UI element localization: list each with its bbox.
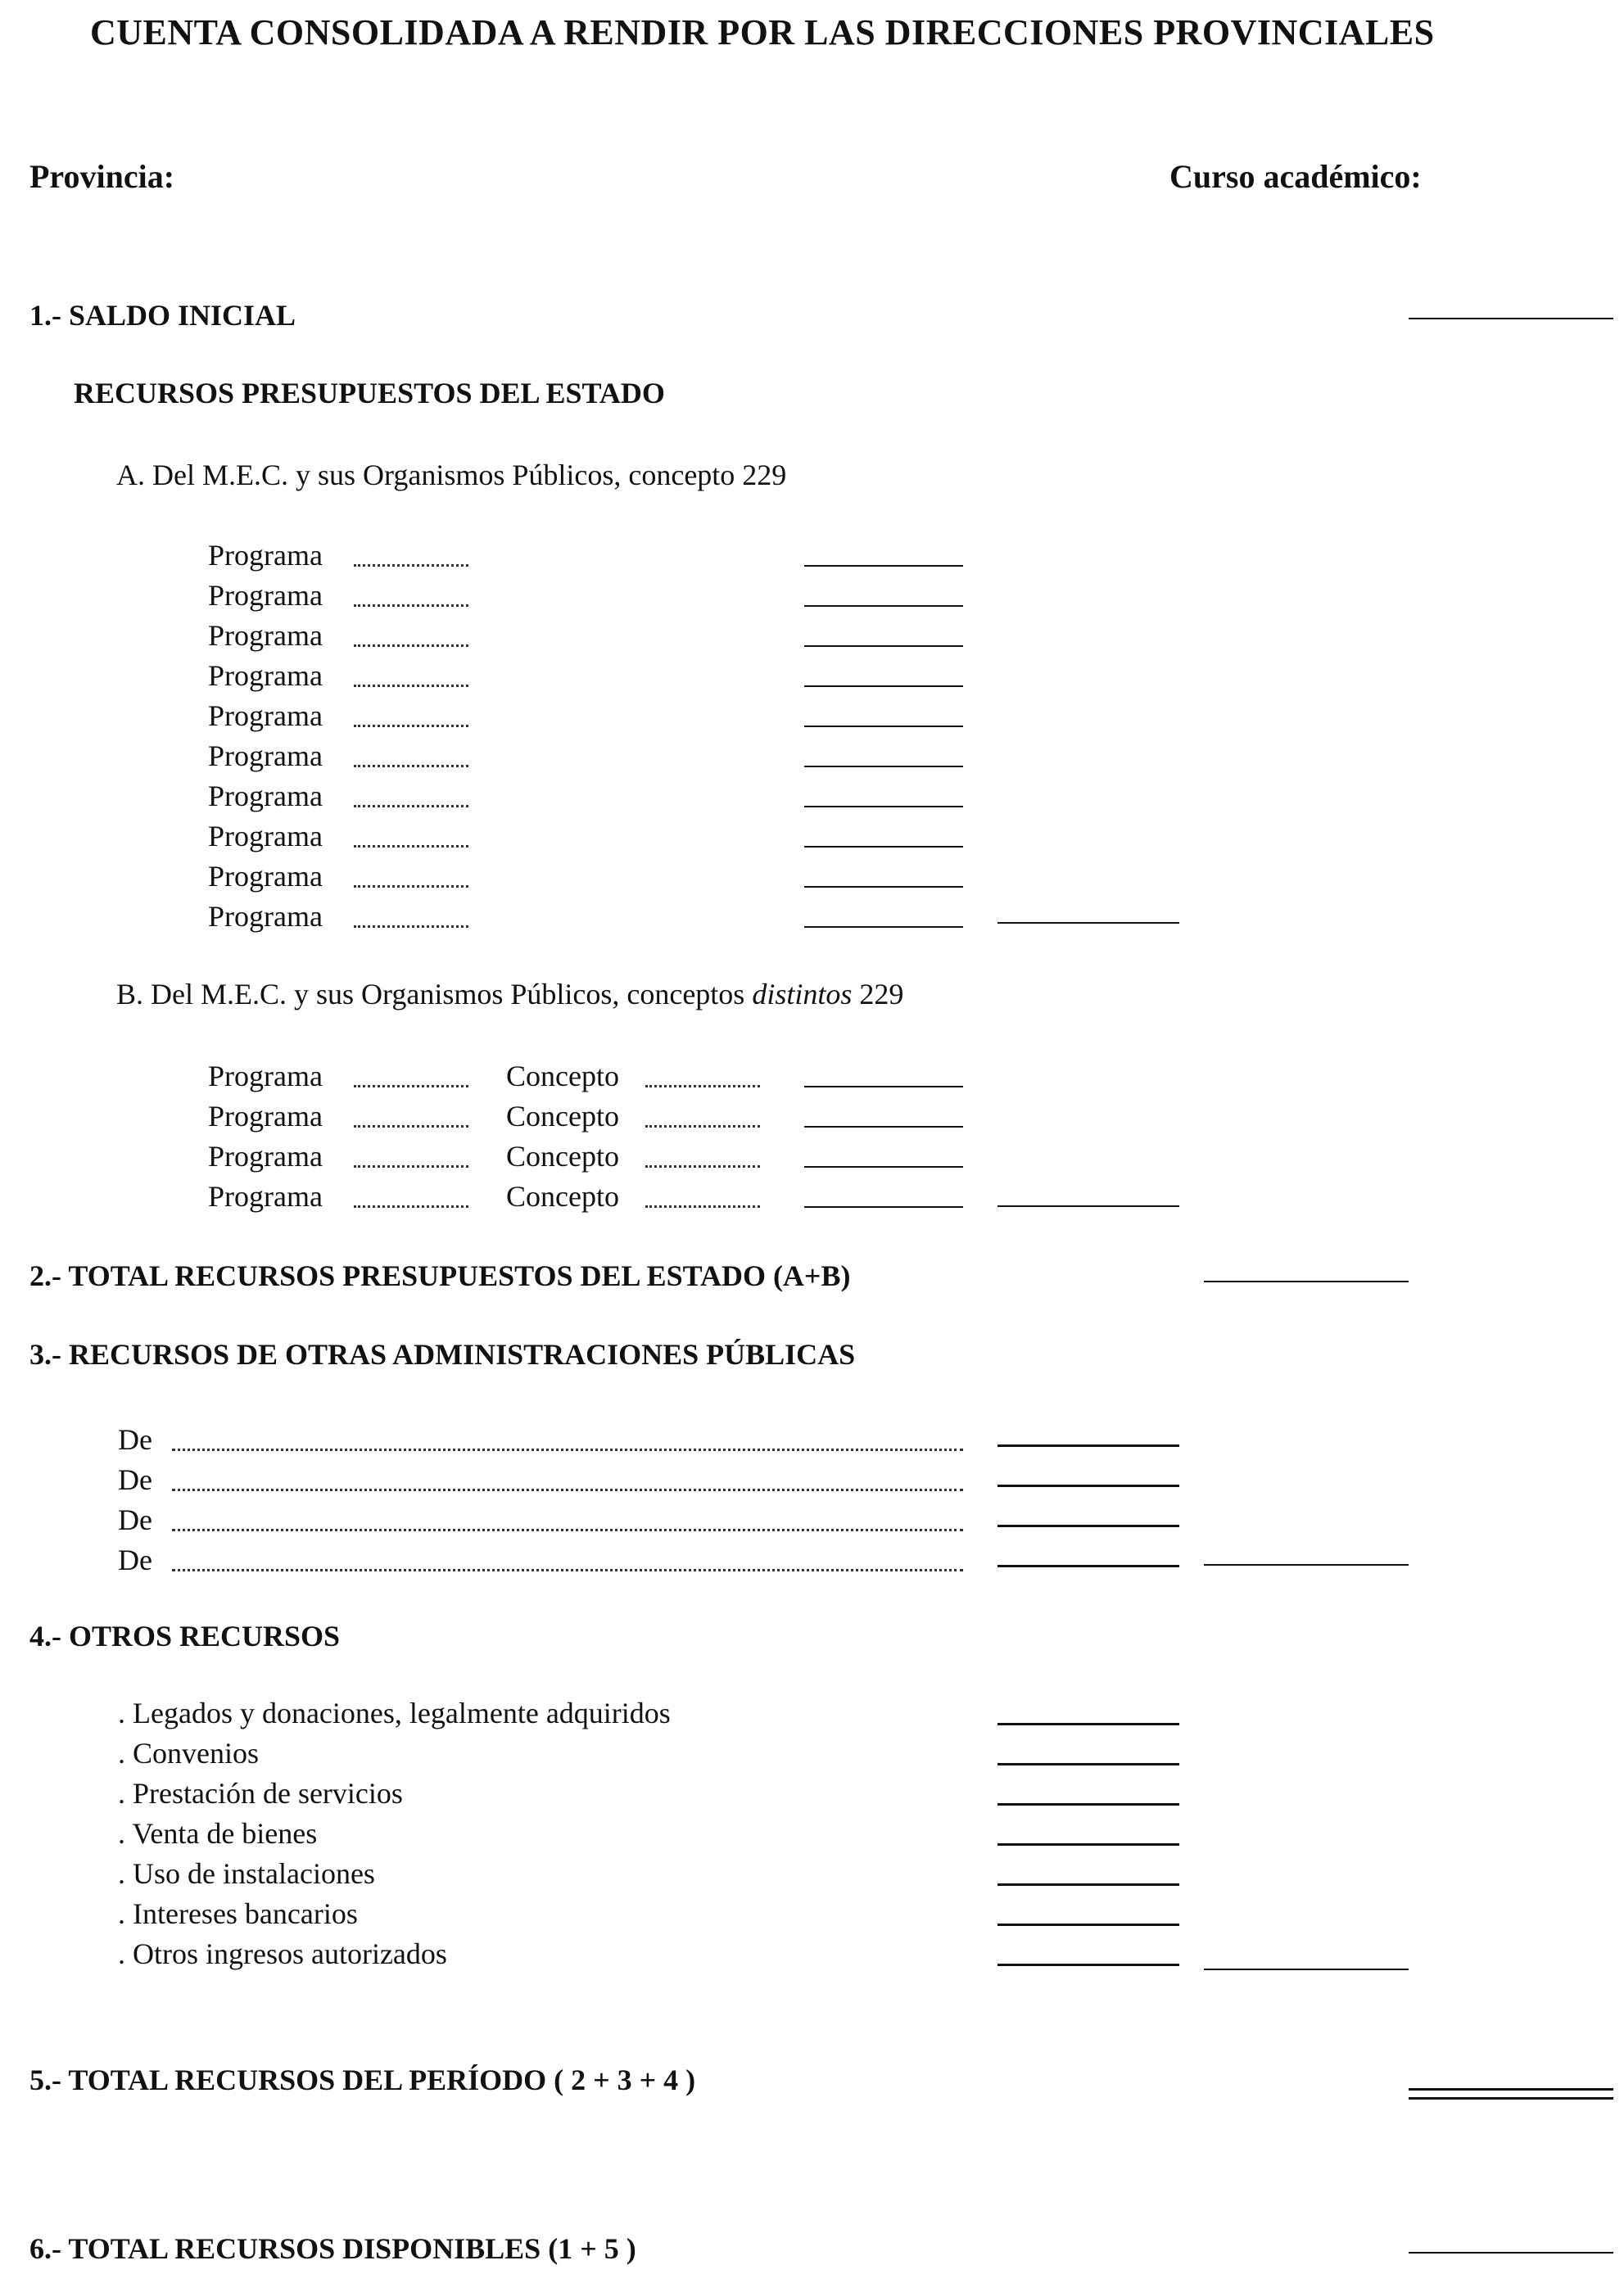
partB-subtotal-line (997, 1205, 1179, 1207)
section2-heading: 2.- TOTAL RECURSOS PRESUPUESTOS DEL ESTADO (A+B) (29, 1259, 851, 1292)
recursos-presupuestos-heading: RECURSOS PRESUPUESTOS DEL ESTADO (74, 377, 665, 409)
provincia-label: Provincia: (29, 158, 175, 195)
partB-label-prefix: B. Del M.E.C. y sus Organismos Públicos, conceptos (116, 978, 753, 1010)
programa-amount-line (804, 806, 963, 807)
programa-label: Programa (208, 619, 323, 652)
programa-amount-line (804, 726, 963, 727)
programa-label: Programa (208, 539, 323, 572)
programa-amount-line (804, 605, 963, 607)
section2-total-line (1204, 1281, 1409, 1282)
programa-label: Programa (208, 579, 323, 612)
de-label: De (118, 1423, 152, 1456)
concepto-dotted-fill (645, 1085, 760, 1087)
programa-dotted-fill (354, 1085, 468, 1087)
programa-label: Programa (208, 860, 323, 893)
programa-label: Programa (208, 1060, 323, 1092)
document-title: CUENTA CONSOLIDADA A RENDIR POR LAS DIRECCIONES PROVINCIALES (90, 12, 1435, 52)
otros-recursos-item: . Prestación de servicios (118, 1777, 403, 1810)
de-amount-line (997, 1525, 1179, 1527)
section1-heading: 1.- SALDO INICIAL (29, 299, 296, 332)
concepto-label: Concepto (506, 1180, 619, 1213)
concepto-label: Concepto (506, 1100, 619, 1132)
programa-dotted-fill (354, 765, 468, 767)
de-dotted-fill (172, 1529, 963, 1531)
programa-amount-line (804, 766, 963, 767)
partB-label (116, 979, 903, 1009)
programa-dotted-fill (354, 885, 468, 888)
otros-recursos-amount-line (997, 1723, 1179, 1725)
concepto-dotted-fill (645, 1125, 760, 1128)
programa-dotted-fill (354, 564, 468, 567)
de-amount-line (997, 1444, 1179, 1447)
de-dotted-fill (172, 1489, 963, 1491)
section6-heading: 6.- TOTAL RECURSOS DISPONIBLES (1 + 5 ) (29, 2232, 636, 2265)
programa-dotted-fill (354, 845, 468, 848)
programa-dotted-fill (354, 805, 468, 807)
partB-label-suffix: 229 (852, 978, 904, 1010)
de-label: De (118, 1463, 152, 1496)
programa-dotted-fill (354, 1125, 468, 1128)
saldo-inicial-amount-line (1409, 318, 1613, 319)
programa-label: Programa (208, 780, 323, 812)
concepto-label: Concepto (506, 1060, 619, 1092)
concepto-dotted-fill (645, 1165, 760, 1168)
de-label: De (118, 1503, 152, 1536)
section5-heading: 5.- TOTAL RECURSOS DEL PERÍODO ( 2 + 3 + 4 ) (29, 2064, 696, 2096)
otros-recursos-amount-line (997, 1924, 1179, 1926)
otros-recursos-amount-line (997, 1843, 1179, 1846)
partA-label: A. Del M.E.C. y sus Organismos Públicos, concepto 229 (116, 459, 787, 491)
otros-recursos-item: . Uso de instalaciones (118, 1857, 375, 1890)
curso-academico-label: Curso académico: (1169, 158, 1422, 195)
programa-label: Programa (208, 739, 323, 772)
section5-double-total-line (1409, 2088, 1613, 2100)
concepto-amount-line (804, 1086, 963, 1087)
programa-dotted-fill (354, 925, 468, 928)
programa-amount-line (804, 926, 963, 928)
programa-label: Programa (208, 659, 323, 692)
programa-label: Programa (208, 820, 323, 852)
programa-amount-line (804, 565, 963, 567)
programa-dotted-fill (354, 644, 468, 647)
otros-recursos-item: . Legados y donaciones, legalmente adquiridos (118, 1697, 671, 1729)
de-amount-line (997, 1485, 1179, 1487)
programa-amount-line (804, 886, 963, 888)
concepto-label: Concepto (506, 1140, 619, 1173)
de-dotted-fill (172, 1449, 963, 1451)
section6-total-line (1409, 2252, 1613, 2254)
programa-dotted-fill (354, 1165, 468, 1168)
section3-heading: 3.- RECURSOS DE OTRAS ADMINISTRACIONES PÚBLICAS (29, 1338, 856, 1371)
programa-label: Programa (208, 1100, 323, 1132)
otros-recursos-item: . Otros ingresos autorizados (118, 1937, 447, 1970)
otros-recursos-amount-line (997, 1803, 1179, 1806)
programa-dotted-fill (354, 604, 468, 607)
concepto-amount-line (804, 1166, 963, 1168)
de-dotted-fill (172, 1569, 963, 1571)
concepto-amount-line (804, 1126, 963, 1128)
programa-dotted-fill (354, 725, 468, 727)
otros-recursos-amount-line (997, 1883, 1179, 1886)
programa-dotted-fill (354, 1205, 468, 1208)
section4-total-line (1204, 1969, 1409, 1970)
de-label: De (118, 1544, 152, 1576)
section4-heading: 4.- OTROS RECURSOS (29, 1620, 341, 1652)
programa-label: Programa (208, 699, 323, 732)
programa-amount-line (804, 846, 963, 848)
section3-total-line (1204, 1564, 1409, 1566)
programa-label: Programa (208, 900, 323, 933)
concepto-amount-line (804, 1206, 963, 1208)
partA-subtotal-line (997, 922, 1179, 924)
de-amount-line (997, 1565, 1179, 1567)
programa-amount-line (804, 645, 963, 647)
concepto-dotted-fill (645, 1205, 760, 1208)
otros-recursos-item: . Intereses bancarios (118, 1897, 358, 1930)
otros-recursos-amount-line (997, 1964, 1179, 1966)
programa-label: Programa (208, 1140, 323, 1173)
programa-dotted-fill (354, 685, 468, 687)
otros-recursos-item: . Venta de bienes (118, 1817, 318, 1850)
partB-label-italic: distintos (752, 978, 853, 1010)
programa-amount-line (804, 685, 963, 687)
otros-recursos-item: . Convenios (118, 1737, 260, 1770)
otros-recursos-amount-line (997, 1763, 1179, 1765)
programa-label: Programa (208, 1180, 323, 1213)
